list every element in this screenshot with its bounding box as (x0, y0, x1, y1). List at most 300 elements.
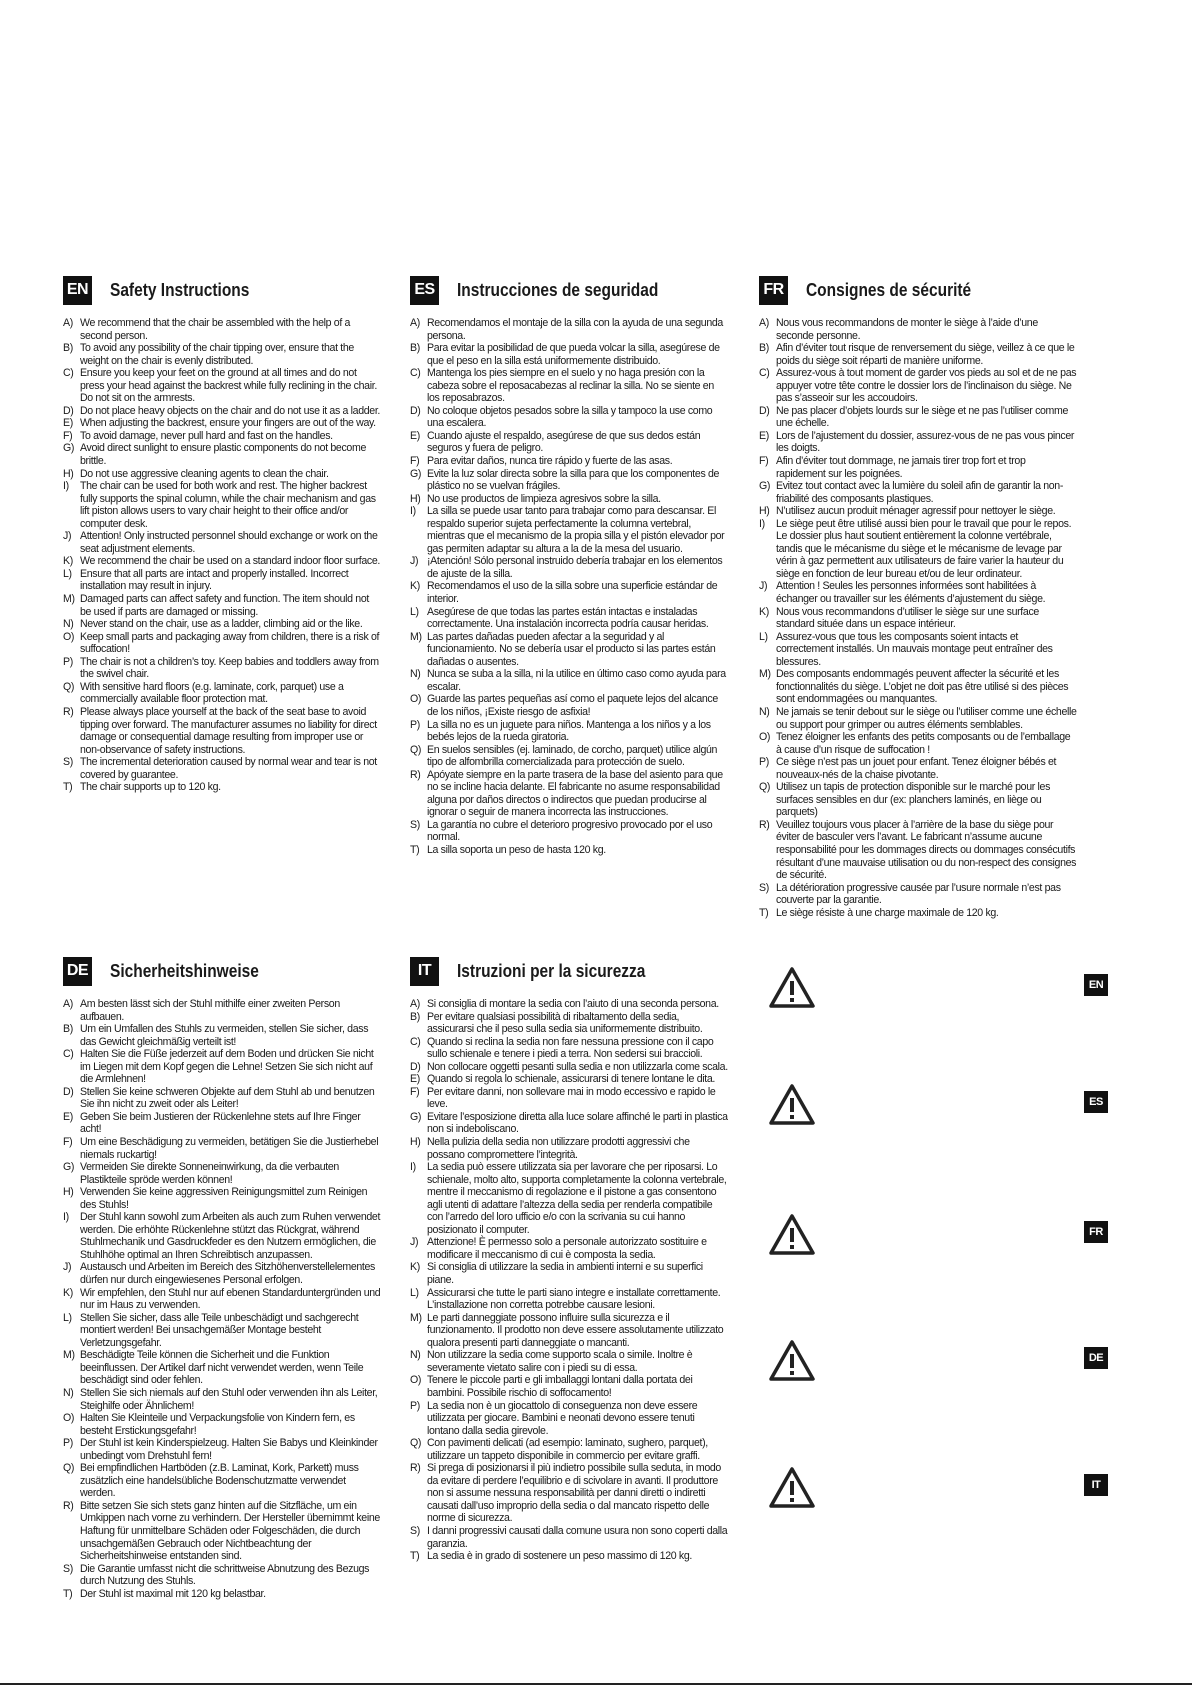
instruction-item (759, 455, 1077, 480)
instruction-text: Cuando ajuste el respaldo, asegúrese de que sus dedos están seguros y fuera de peligro. (427, 429, 701, 455)
instruction-item (410, 1400, 728, 1438)
instruction-item (63, 1312, 381, 1350)
instruction-item (410, 606, 728, 631)
instruction-key: A) (410, 998, 420, 1010)
instruction-key: K) (410, 580, 420, 593)
section-heading (63, 954, 381, 988)
section-heading (759, 273, 1077, 307)
instruction-text: Quando si reclina la sedia non fare nessuna pressione con il capo sullo schienale e tenere i piedi a terra. Non sedersi sui braccioli. (427, 1035, 714, 1061)
instruction-key: M) (410, 1311, 422, 1324)
instruction-item (759, 405, 1077, 430)
instruction-item (410, 1086, 728, 1111)
instruction-text: La garantía no cubre el deterioro progresivo provocado por el uso normal. (427, 818, 713, 844)
instruction-item (410, 342, 728, 367)
instruction-key: R) (63, 1499, 74, 1512)
instruction-text: Veuillez toujours vous placer à l’arrière de la base du siège pour éviter de basculer vers l’avant. Le fabricant n’assume aucune responsabilité pour les dommages directs ou dommages consécutifs résultant d’une mauvaise utilisation ou du non-respect des consignes de sécurité. (776, 818, 1077, 882)
instruction-text: With sensitive hard floors (e.g. laminate, cork, parquet) use a commercially available floor protection mat. (80, 680, 344, 706)
instruction-item (63, 417, 381, 430)
instruction-text: Para evitar la posibilidad de que pueda volcar la silla, asegúrese de que el peso en la silla está uniformemente distribuido. (427, 342, 720, 367)
instruction-item (63, 1048, 381, 1086)
instruction-key: D) (410, 1060, 421, 1073)
instruction-item (759, 580, 1077, 605)
instruction-text: I danni progressivi causati dalla comune usura non sono coperti dalla garanzia. (427, 1524, 728, 1550)
instruction-item (63, 706, 381, 756)
instruction-text: Apóyate siempre en la parte trasera de la base del asiento para que no se incline hacia delante. El fabricante no asume responsabilidad alguna por daños directos o indirectos que puedan producirse al ignorar o seguir de manera incorrecta las instrucciones. (427, 768, 723, 819)
warning-triangle-icon (768, 1466, 816, 1510)
instruction-key: G) (410, 467, 422, 480)
instruction-list (410, 998, 728, 1563)
instruction-item (63, 998, 381, 1023)
instruction-text: Tenez éloigner les enfants des petits composants ou de l’emballage à cause d’un risque de suffocation ! (776, 731, 1071, 756)
instruction-key: T) (410, 1550, 420, 1563)
instruction-key: F) (410, 1085, 420, 1098)
instruction-item (63, 1462, 381, 1500)
instruction-item (410, 1550, 728, 1563)
instruction-item (410, 1036, 728, 1061)
instruction-text: Do not place heavy objects on the chair and do not use it as a ladder. (80, 404, 381, 417)
instruction-item (759, 505, 1077, 518)
language-badge: IT (1084, 1474, 1108, 1496)
instruction-text: Am besten lässt sich der Stuhl mithilfe einer zweiten Person aufbauen. (80, 998, 340, 1023)
instruction-key: E) (410, 429, 420, 442)
instruction-list (759, 317, 1077, 919)
instruction-text: Guarde las partes pequeñas así como el paquete lejos del alcance de los niños, ¡Existe riesgo de asfixia! (427, 693, 718, 718)
instruction-list (63, 998, 381, 1600)
instruction-item (63, 1287, 381, 1312)
instruction-text: Beschädigte Teile können die Sicherheit und die Funktion beeinflussen. Der Artikel darf nicht verwendet werden, wenn Teile beschädigt sind oder fehlen. (80, 1349, 364, 1387)
instruction-text: Mantenga los pies siempre en el suelo y no haga presión con la cabeza sobre el reposacabezas al reclinar la silla. No se siente en los reposabrazos. (427, 367, 714, 405)
instruction-key: H) (759, 505, 770, 518)
instruction-item (410, 631, 728, 669)
instruction-text: Der Stuhl kann sowohl zum Arbeiten als auch zum Ruhen verwendet werden. Die erhöhte Rückenlehne stützt das Rückgrat, während Stuhlmechanik und Gasdruckfeder es den Nutzern ermöglichen, die Stuhlhöhe optimal an Ihren Schreibtisch anzupassen. (80, 1211, 381, 1261)
instruction-item (63, 1136, 381, 1161)
instruction-text: En suelos sensibles (ej. laminado, de corcho, parquet) utilice algún tipo de alfombrilla comercializada para protección de suelo. (427, 743, 718, 769)
instruction-item (410, 367, 728, 405)
instruction-key: I) (410, 505, 416, 518)
instruction-key: E) (759, 429, 769, 442)
instruction-text: Keep small parts and packaging away from children, there is a risk of suffocation! (80, 630, 380, 656)
instruction-text: The chair can be used for both work and rest. The higher backrest fully supports the spinal column, while the chair mechanism and gas lift piston allows users to vary chair height to their office and/or computer desk. (80, 480, 376, 530)
instruction-item (63, 631, 381, 656)
section-es (410, 273, 728, 857)
instruction-text: Halten Sie die Füße jederzeit auf dem Boden und drücken Sie nicht im Liegen mit dem Kopf gegen die Lehne! Setzen Sie sich nicht auf die Armlehnen! (80, 1048, 374, 1086)
instruction-text: Evite la luz solar directa sobre la silla para que los componentes de plástico no se vuelvan frágiles. (427, 467, 720, 493)
instruction-item (63, 405, 381, 418)
instruction-text: Lors de l’ajustement du dossier, assurez-vous de ne pas vous pincer les doigts. (776, 429, 1075, 455)
instruction-key: K) (759, 605, 769, 618)
instruction-key: F) (410, 455, 420, 468)
instruction-key: S) (410, 1524, 420, 1537)
instruction-item (410, 1073, 728, 1086)
instruction-text: La silla soporta un peso de hasta 120 kg. (427, 843, 606, 856)
instruction-key: E) (63, 417, 73, 430)
instruction-text: Con pavimenti delicati (ad esempio: laminato, sughero, parquet), utilizzare un tappeto disponibile in commercio per evitare graffi. (427, 1437, 708, 1462)
warning-row-en (768, 966, 1108, 1018)
instruction-key: N) (410, 668, 421, 681)
instruction-key: O) (759, 731, 771, 744)
instruction-key: F) (63, 1136, 73, 1149)
instruction-list (410, 317, 728, 857)
instruction-key: G) (63, 442, 75, 455)
instruction-key: T) (63, 781, 73, 794)
instruction-key: E) (410, 1073, 420, 1086)
instruction-text: La silla se puede usar tanto para trabajar como para descansar. El respaldo superior sujeta perfectamente la columna vertebral, mientras que el mecanismo de la propia silla y el pistón elevador por gas permiten adaptar su altura a la de la mesa del usuario. (427, 505, 725, 555)
instruction-key: M) (759, 668, 771, 681)
instruction-item (410, 468, 728, 493)
language-badge: IT (410, 957, 439, 986)
instruction-item (63, 342, 381, 367)
instruction-key: D) (410, 404, 421, 417)
instruction-item (63, 1563, 381, 1588)
instruction-text: Afin d’éviter tout dommage, ne jamais tirer trop fort et trop rapidement sur les poignées. (776, 455, 1026, 480)
instruction-item (759, 882, 1077, 907)
instruction-item (63, 555, 381, 568)
instruction-key: I) (759, 517, 765, 530)
section-heading (63, 273, 381, 307)
instruction-item (63, 1349, 381, 1387)
instruction-text: Si consiglia di montare la sedia con l’aiuto di una seconda persona. (427, 998, 719, 1010)
instruction-text: Bitte setzen Sie sich stets ganz hinten auf die Sitzfläche, um ein Umkippen nach vorne zu verhindern. Der Hersteller übernimmt keine Haftung für unmittelbare Schäden oder Folgeschäden, die durch unsachgemäßen Gebrauch oder Nichtbeachtung der Sicherheitshinweise entstanden sind. (80, 1499, 380, 1563)
instruction-key: S) (63, 756, 73, 769)
instruction-key: Q) (63, 1462, 75, 1475)
instruction-text: Stellen Sie sicher, dass alle Teile unbeschädigt und sachgerecht montiert werden! Bei unsachgemäßer Montage besteht Verletzungsgefahr. (80, 1311, 359, 1349)
instruction-text: Non collocare oggetti pesanti sulla sedia e non utilizzarla come scala. (427, 1060, 728, 1073)
instruction-item (63, 1211, 381, 1261)
instruction-item (63, 1111, 381, 1136)
section-fr (759, 273, 1077, 919)
instruction-text: Please always place yourself at the back of the seat base to avoid tipping over forward. The manufacturer assumes no liability for direct damage or consequential damage resulting from improper use or non-observance of safety instructions. (80, 705, 377, 756)
instruction-item (63, 1186, 381, 1211)
instruction-key: J) (63, 1261, 72, 1274)
instruction-item (410, 1349, 728, 1374)
instruction-item (63, 618, 381, 631)
instruction-text: Ensure that all parts are intact and properly installed. Incorrect installation may result in injury. (80, 567, 349, 593)
instruction-text: Tenere le piccole parti e gli imballaggi lontani dalla portata dei bambini. Possibile rischio di soffocamento! (427, 1374, 693, 1399)
instruction-key: S) (759, 881, 769, 894)
instruction-item (63, 480, 381, 530)
instruction-text: Geben Sie beim Justieren der Rückenlehne stets auf Ihre Finger acht! (80, 1110, 361, 1136)
instruction-item (63, 1261, 381, 1286)
language-badge: DE (1084, 1347, 1108, 1369)
instruction-item (410, 998, 728, 1011)
instruction-item (63, 1500, 381, 1563)
instruction-key: C) (410, 1035, 421, 1048)
instruction-text: Evitez tout contact avec la lumière du soleil afin de garantir la non-friabilité des composants plastiques. (776, 480, 1064, 505)
instruction-item (63, 367, 381, 405)
language-badge: DE (63, 957, 92, 986)
instruction-text: Le parti danneggiate possono influire sulla sicurezza e il funzionamento. Il prodotto non deve essere assolutamente utilizzato qualora presenti parti danneggiate o mancanti. (427, 1311, 724, 1349)
instruction-key: G) (63, 1161, 75, 1174)
instruction-key: B) (759, 342, 769, 355)
instruction-item (410, 493, 728, 506)
section-en (63, 273, 381, 794)
instruction-item (63, 1161, 381, 1186)
instruction-text: Utilisez un tapis de protection disponible sur le marché pour les surfaces sensibles en dur (ex: planchers laminés, en liège ou parquets) (776, 781, 1051, 819)
instruction-key: C) (63, 1048, 74, 1061)
instruction-key: N) (63, 1386, 74, 1399)
instruction-key: B) (410, 1010, 420, 1023)
instruction-text: To avoid damage, never pull hard and fast on the handles. (80, 429, 333, 442)
instruction-key: Q) (410, 1437, 422, 1450)
language-badge: EN (1084, 974, 1108, 996)
instruction-text: Assurez-vous à tout moment de garder vos pieds au sol et de ne pas appuyer votre tête contre le dossier lors de l’inclinaison du siège. Ne pas s’asseoir sur les accoudoirs. (776, 367, 1077, 405)
instruction-text: Le siège résiste à une charge maximale de 120 kg. (776, 906, 999, 919)
warning-row-es (768, 1083, 1108, 1135)
instruction-text: Stellen Sie sich niemals auf den Stuhl oder verwenden ihn als Leiter, Steighilfe oder Ähnlichem! (80, 1386, 378, 1412)
instruction-item (63, 1437, 381, 1462)
instruction-text: Der Stuhl ist maximal mit 120 kg belastbar. (80, 1587, 266, 1600)
instruction-text: Assicurarsi che tutte le parti siano integre e installate correttamente. L’installazione non corretta potrebbe causare lesioni. (427, 1286, 721, 1312)
instruction-key: Q) (63, 680, 75, 693)
instruction-text: Nunca se suba a la silla, ni la utilice en último caso como ayuda para escalar. (427, 668, 726, 693)
instruction-key: A) (410, 317, 420, 329)
instruction-text: Die Garantie umfasst nicht die schrittweise Abnutzung des Bezugs durch Nutzung des Stuhls. (80, 1562, 370, 1588)
section-heading (410, 954, 728, 988)
instruction-item (63, 1086, 381, 1111)
instruction-key: P) (410, 718, 420, 731)
instruction-text: No use productos de limpieza agresivos sobre la silla. (427, 492, 661, 505)
warning-row-it (768, 1466, 1108, 1518)
instruction-item (410, 430, 728, 455)
instruction-text: Halten Sie Kleinteile und Verpackungsfolie von Kindern fern, es besteht Erstickungsgefahr! (80, 1412, 355, 1437)
instruction-key: T) (410, 843, 420, 856)
instruction-key: C) (410, 367, 421, 380)
instruction-text: Nella pulizia della sedia non utilizzare prodotti aggressivi che possano compromettere l’integrità. (427, 1136, 690, 1161)
instruction-text: Le siège peut être utilisé aussi bien pour le travail que pour le repos. Le dossier plus haut soutient entièrement la colonne vertébrale, tandis que le mécanisme du siège et le mécanisme de levage par vérin à gaz permettent aux utilisateurs de faire varier la hauteur du siège en fonction de leur bureau et/ou de leur ordinateur. (776, 517, 1072, 580)
instruction-key: C) (759, 367, 770, 380)
instruction-item (759, 367, 1077, 405)
instruction-text: Um ein Umfallen des Stuhls zu vermeiden, stellen Sie sicher, dass das Gewicht gleichmäßig verteilt ist! (80, 1023, 369, 1048)
instruction-item (410, 1011, 728, 1036)
instruction-item (759, 731, 1077, 756)
instruction-item (759, 706, 1077, 731)
instruction-item (63, 1387, 381, 1412)
instruction-text: The chair is not a children’s toy. Keep babies and toddlers away from the swivel chair. (80, 655, 379, 681)
section-title: Safety Instructions (110, 279, 250, 300)
instruction-key: I) (63, 480, 69, 493)
instruction-key: M) (63, 1349, 75, 1362)
instruction-text: Attention! Only instructed personnel should exchange or work on the seat adjustment elements. (80, 530, 378, 555)
instruction-item (410, 580, 728, 605)
instruction-item (410, 693, 728, 718)
instruction-item (759, 819, 1077, 882)
instruction-key: N) (410, 1349, 421, 1362)
instruction-item (410, 719, 728, 744)
instruction-item (410, 1136, 728, 1161)
instruction-key: O) (63, 630, 75, 643)
section-title: Consignes de sécurité (806, 279, 972, 300)
instruction-key: Q) (410, 743, 422, 756)
instruction-text: When adjusting the backrest, ensure your fingers are out of the way. (80, 417, 376, 430)
instruction-text: Per evitare danni, non sollevare mai in modo eccessivo e rapido le leve. (427, 1085, 716, 1111)
instruction-text: Para evitar daños, nunca tire rápido y fuerte de las asas. (427, 455, 673, 468)
instruction-text: Austausch und Arbeiten im Bereich des Sitzhöhenverstellelementes dürfen nur durch eingewiesenes Personal erfolgen. (80, 1261, 376, 1287)
instruction-key: F) (759, 455, 769, 468)
instruction-text: We recommend the chair be used on a standard indoor floor surface. (80, 555, 380, 568)
instruction-key: B) (410, 342, 420, 355)
instruction-key: L) (63, 567, 72, 580)
instruction-text: No coloque objetos pesados sobre la silla y tampoco la use como una escalera. (427, 404, 713, 430)
instruction-item (63, 781, 381, 794)
instruction-key: P) (63, 1437, 73, 1450)
instruction-key: M) (63, 593, 75, 606)
instruction-item (63, 317, 381, 342)
instruction-key: F) (63, 429, 73, 442)
instruction-item (63, 430, 381, 443)
instruction-item (63, 593, 381, 618)
instruction-text: La silla no es un juguete para niños. Mantenga a los niños y a los bebés lejos de la rueda giratoria. (427, 718, 711, 744)
language-badge: FR (1084, 1221, 1108, 1243)
instruction-text: Nous vous recommandons d’utiliser le siège sur une surface standard située dans un espace intérieur. (776, 605, 1039, 631)
instruction-text: Si prega di posizionarsi il più indietro possibile sulla seduta, in modo da evitare di perdere l’equilibrio e di scivolare in avanti. Il produttore non si assume nessuna responsabilità per danni diretti o indiretti causati dall’uso improprio della sedia o dal mancato rispetto delle norme di sicurezza. (427, 1462, 721, 1525)
instruction-item (759, 480, 1077, 505)
instruction-text: Attention ! Seules les personnes informées sont habilitées à échanger ou travailler sur les éléments d’ajustement du siège. (776, 580, 1046, 606)
instruction-item (63, 656, 381, 681)
instruction-key: N) (63, 618, 74, 631)
instruction-key: I) (63, 1211, 69, 1224)
instruction-item (63, 442, 381, 467)
section-title: Sicherheitshinweise (110, 960, 259, 981)
instruction-text: The incremental deterioration caused by normal wear and tear is not covered by guarantee. (80, 756, 377, 781)
instruction-item (410, 1161, 728, 1236)
instruction-item (410, 668, 728, 693)
instruction-item (63, 1412, 381, 1437)
instruction-item (759, 668, 1077, 706)
instruction-key: M) (410, 630, 422, 643)
instruction-text: Des composants endommagés peuvent affecter la sécurité et les fonctionnalités du siège. L’objet ne doit pas être utilisé si des pièces sont endommagées ou manquantes. (776, 668, 1069, 706)
instruction-key: H) (410, 492, 421, 505)
warning-triangle-icon (768, 1339, 816, 1383)
instruction-key: D) (759, 404, 770, 417)
instruction-item (410, 744, 728, 769)
instruction-text: Nous vous recommandons de monter le siège à l’aide d’une seconde personne. (776, 317, 1038, 342)
instruction-text: Assurez-vous que tous les composants soient intacts et correctement installés. Un mauvais montage peut entraîner des blessures. (776, 630, 1053, 668)
instruction-item (63, 756, 381, 781)
instruction-key: P) (63, 655, 73, 668)
instruction-key: J) (410, 1236, 419, 1249)
instruction-text: Do not use aggressive cleaning agents to clean the chair. (80, 467, 329, 480)
instruction-text: La détérioration progressive causée par l’usure normale n’est pas couverte par la garantie. (776, 881, 1061, 907)
instruction-key: P) (759, 756, 769, 769)
instruction-key: C) (63, 367, 74, 380)
instruction-text: Vermeiden Sie direkte Sonneneinwirkung, da die verbauten Plastikteile spröde werden können! (80, 1161, 339, 1186)
instruction-key: G) (759, 480, 771, 493)
instruction-key: P) (410, 1399, 420, 1412)
instruction-key: A) (759, 317, 769, 329)
instruction-item (759, 342, 1077, 367)
instruction-text: Ensure you keep your feet on the ground at all times and do not press your head against the backrest while fully reclining in the chair. Do not sit on the armrests. (80, 367, 377, 405)
instruction-text: Verwenden Sie keine aggressiven Reinigungsmittel zum Reinigen des Stuhls! (80, 1186, 368, 1211)
instruction-text: Per evitare qualsiasi possibilità di ribaltamento della sedia, assicurarsi che il peso sulla sedia sia uniformemente distribuito. (427, 1010, 703, 1036)
instruction-key: K) (63, 555, 73, 568)
instruction-text: Attenzione! È permesso solo a personale autorizzato sostituire e modificare il meccanismo di cui è composta la sedia. (427, 1236, 707, 1261)
instruction-key: H) (63, 1186, 74, 1199)
instruction-key: S) (410, 818, 420, 831)
instruction-text: Wir empfehlen, den Stuhl nur auf ebenen Standarduntergründen und nur im Haus zu verwenden. (80, 1286, 381, 1312)
instruction-text: Never stand on the chair, use as a ladder, climbing aid or the like. (80, 618, 363, 631)
instruction-text: ¡Atención! Sólo personal instruido debería trabajar en los elementos de ajuste de la silla. (427, 555, 723, 580)
instruction-key: B) (63, 1023, 73, 1036)
section-de (63, 954, 381, 1600)
instruction-text: Recomendamos el uso de la silla sobre una superficie estándar de interior. (427, 580, 718, 606)
section-it (410, 954, 728, 1563)
instruction-text: To avoid any possibility of the chair tipping over, ensure that the weight on the chair is evenly distributed. (80, 342, 354, 367)
warning-triangle-icon (768, 1083, 816, 1127)
instruction-item (759, 518, 1077, 581)
instruction-text: Stellen Sie keine schweren Objekte auf dem Stuhl ab und benutzen Sie ihn nicht zu zweit oder als Leiter! (80, 1085, 375, 1111)
instruction-item (410, 1111, 728, 1136)
instruction-key: A) (63, 998, 73, 1010)
instruction-key: L) (410, 605, 419, 618)
instruction-key: S) (63, 1562, 73, 1575)
instruction-item (410, 1525, 728, 1550)
language-badge: ES (1084, 1091, 1108, 1113)
instruction-text: Recomendamos el montaje de la silla con la ayuda de una segunda persona. (427, 317, 723, 342)
instruction-item (63, 530, 381, 555)
instruction-key: T) (63, 1587, 73, 1600)
warning-triangle-icon (768, 966, 816, 1010)
warning-triangle-icon (768, 1213, 816, 1257)
instruction-item (410, 769, 728, 819)
instruction-key: G) (410, 1110, 422, 1123)
instruction-key: H) (410, 1136, 421, 1149)
warning-row-fr (768, 1213, 1108, 1265)
language-badge: FR (759, 276, 788, 305)
instruction-text: Der Stuhl ist kein Kinderspielzeug. Halten Sie Babys und Kleinkinder unbedingt vom Drehstuhl fern! (80, 1437, 378, 1462)
instruction-key: R) (410, 1462, 421, 1475)
instruction-item (410, 505, 728, 555)
instruction-text: Ne jamais se tenir debout sur le siège ou l’utiliser comme une échelle ou support pour grimper ou autres éléments semblables. (776, 705, 1077, 731)
instruction-item (410, 1374, 728, 1399)
instruction-key: J) (759, 580, 768, 593)
instruction-text: Asegúrese de que todas las partes están intactas e instaladas correctamente. Una instalación incorrecta podría causar heridas. (427, 605, 709, 631)
instruction-text: Um eine Beschädigung zu vermeiden, betätigen Sie die Justierhebel niemals ruckartig! (80, 1136, 379, 1161)
instruction-key: J) (63, 530, 72, 543)
instruction-text: Damaged parts can affect safety and function. The item should not be used if parts are damaged or missing. (80, 593, 369, 618)
language-badge: ES (410, 276, 439, 305)
instruction-key: I) (410, 1161, 416, 1174)
instruction-item (759, 317, 1077, 342)
instruction-text: Avoid direct sunlight to ensure plastic components do not become brittle. (80, 442, 366, 468)
instruction-key: J) (410, 555, 419, 568)
instruction-item (410, 1287, 728, 1312)
instruction-item (759, 781, 1077, 819)
instruction-item (759, 756, 1077, 781)
instruction-text: La sedia è in grado di sostenere un peso massimo di 120 kg. (427, 1550, 692, 1563)
instruction-item (410, 819, 728, 844)
instruction-key: O) (410, 693, 422, 706)
instruction-item (410, 1061, 728, 1074)
instruction-item (410, 1462, 728, 1525)
instruction-key: H) (63, 467, 74, 480)
instruction-list (63, 317, 381, 794)
instruction-key: L) (63, 1311, 72, 1324)
instruction-text: Ne pas placer d’objets lourds sur le siège et ne pas l’utiliser comme une échelle. (776, 404, 1069, 430)
instruction-item (759, 907, 1077, 920)
instruction-text: We recommend that the chair be assembled with the help of a second person. (80, 317, 351, 342)
instruction-text: Bei empfindlichen Hartböden (z.B. Laminat, Kork, Parkett) muss zusätzlich eine handelsübliche Bodenschutzmatte verwendet werden. (80, 1462, 359, 1500)
instruction-item (410, 405, 728, 430)
instruction-key: K) (410, 1261, 420, 1274)
instruction-item (410, 1312, 728, 1350)
instruction-item (63, 1588, 381, 1601)
instruction-item (410, 455, 728, 468)
section-title: Instrucciones de seguridad (457, 279, 659, 300)
instruction-key: N) (759, 705, 770, 718)
section-title: Istruzioni per la sicurezza (457, 960, 646, 981)
instruction-item (410, 317, 728, 342)
instruction-item (63, 681, 381, 706)
